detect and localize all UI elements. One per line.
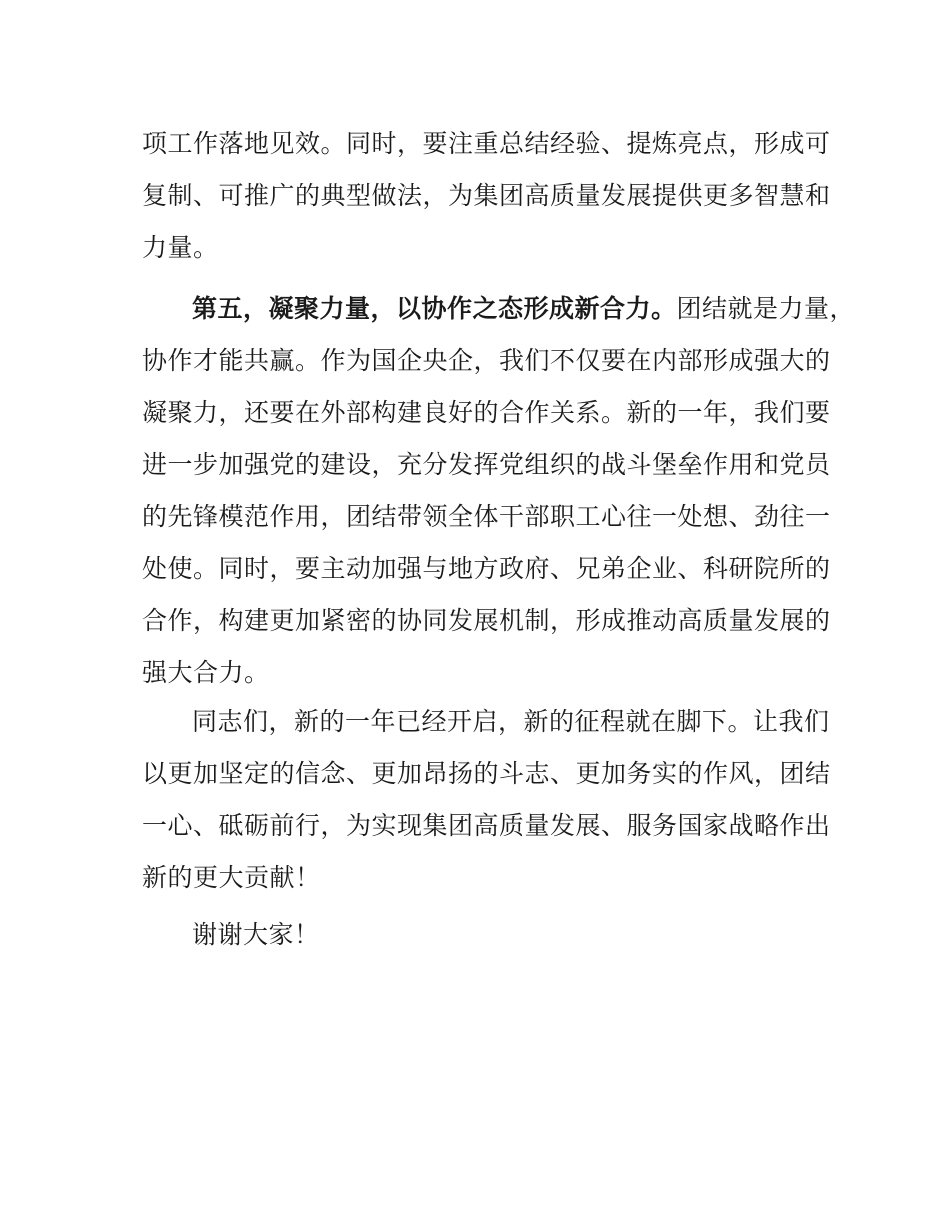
text-line: 项工作落地见效。同时，要注重总结经验、提炼亮点，形成可: [142, 129, 831, 158]
text-line-first: [142, 283, 856, 335]
text-line: 处使。同时，要主动加强与地方政府、兄弟企业、科研院所的: [142, 554, 831, 583]
text-line: 进一步加强党的建设，充分发挥党组织的战斗堡垒作用和党员: [142, 450, 831, 479]
text-line-first: 谢谢大家！: [192, 920, 320, 949]
text-line: 协作才能共赢。作为国企央企，我们不仅要在内部形成强大的: [142, 346, 831, 375]
text-line: 合作，构建更加紧密的协同发展机制，形成推动高质量发展的: [142, 606, 831, 635]
text-line-first: 同志们，新的一年已经开启，新的征程就在脚下。让我们: [192, 707, 830, 736]
text-line: 的先锋模范作用，团结带领全体干部职工心往一处想、劲往一: [142, 502, 831, 531]
text-line: 凝聚力，还要在外部构建良好的合作关系。新的一年，我们要: [142, 398, 831, 427]
paragraph-continuation: [142, 118, 832, 274]
text-line: 复制、可推广的典型做法，为集团高质量发展提供更多智慧和: [142, 181, 831, 210]
paragraph-closing: [142, 696, 832, 904]
text-line: 以更加坚定的信念、更加昂扬的斗志、更加务实的作风，团结: [142, 759, 831, 788]
text-run: 团结就是力量，: [676, 294, 856, 323]
text-line: 强大合力。: [142, 658, 270, 687]
section-heading: 第五，凝聚力量，以协作之态形成新合力。: [192, 294, 677, 323]
text-line: 一心、砥砺前行，为实现集团高质量发展、服务国家战略作出: [142, 811, 831, 840]
paragraph-fifth: [142, 283, 856, 699]
paragraph-thanks: [142, 909, 832, 961]
text-line: 新的更大贡献！: [142, 863, 321, 892]
text-line: 力量。: [142, 233, 219, 262]
